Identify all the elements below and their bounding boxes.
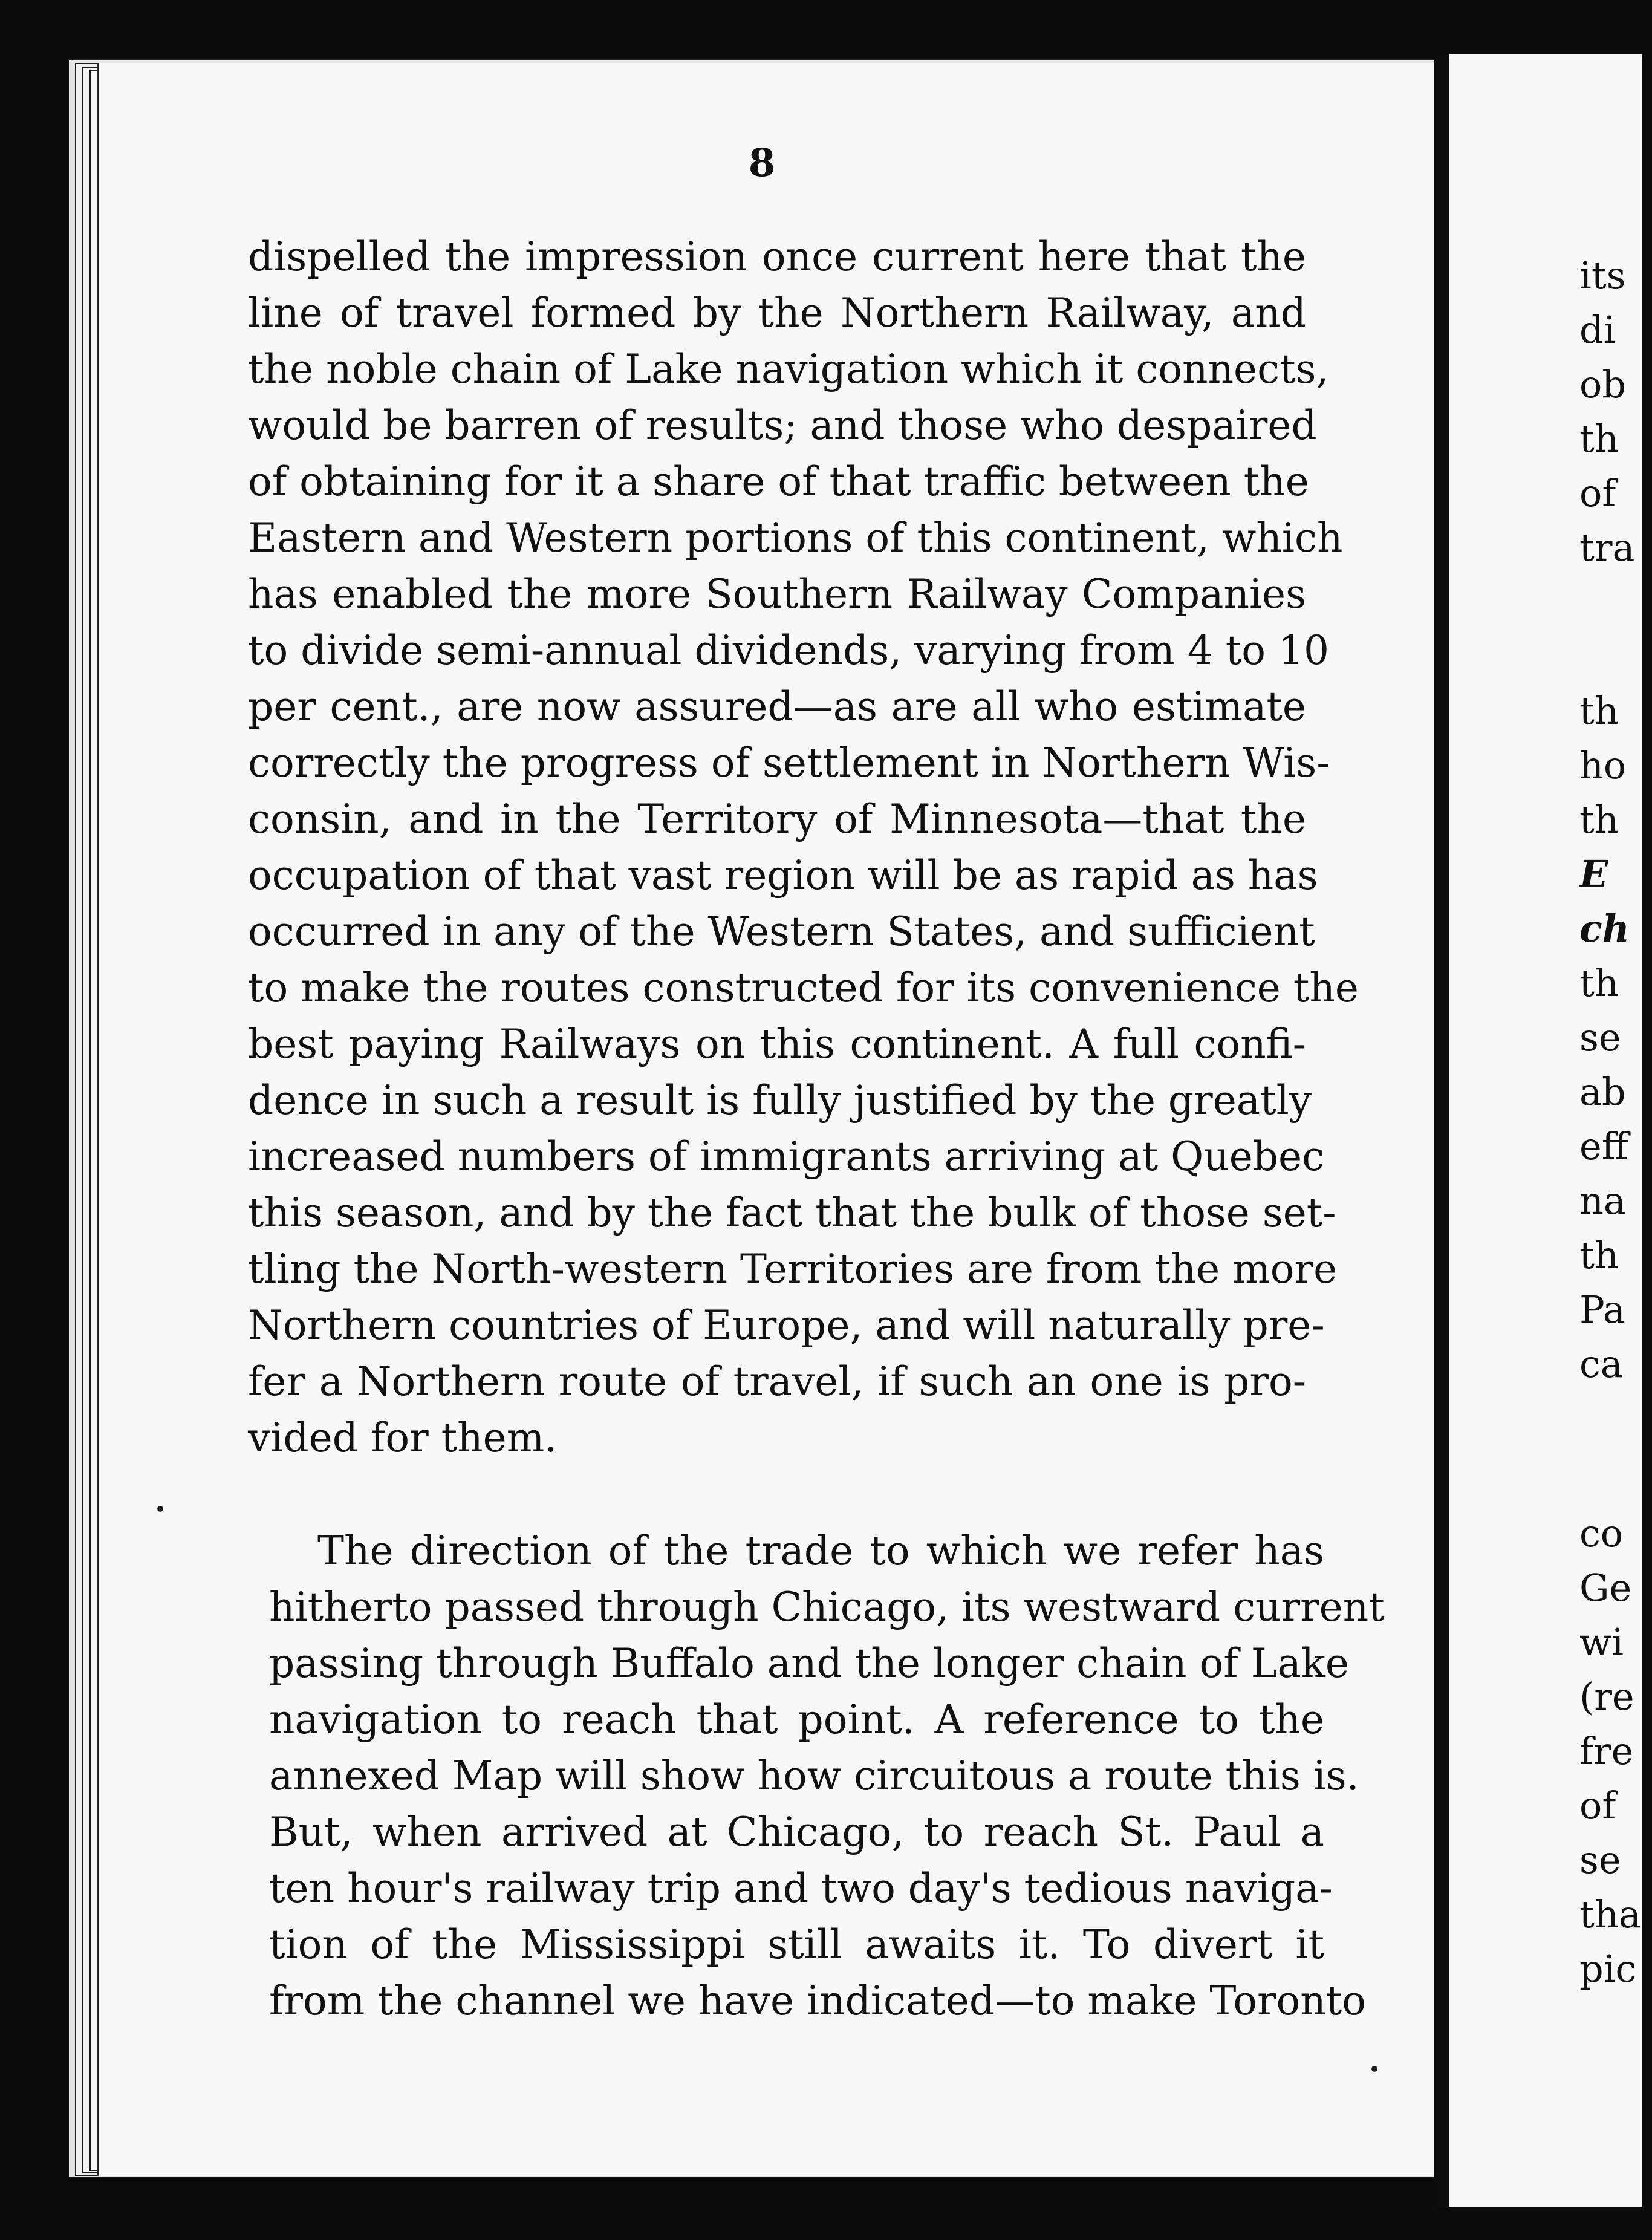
text-line: navigation to reach that point. A reference to the [269,1696,1324,1743]
facing-page-fragment: fre [1579,1729,1634,1773]
text-line: from the channel we have indicated—to make Toronto [269,1978,1367,2024]
facing-page-fragment: Ge [1579,1566,1632,1610]
text-line: has enabled the more Southern Railway Companies [248,571,1306,617]
facing-page-fragment: ca [1579,1342,1623,1386]
print-speck [157,1506,163,1512]
facing-page-fragment: of [1579,471,1616,515]
facing-page-fragment: di [1579,308,1616,352]
text-line: ten hour's railway trip and two day's tedious naviga- [269,1865,1333,1912]
facing-page-fragment: Pa [1579,1288,1625,1332]
facing-page-fragment: ch [1579,907,1630,951]
facing-page-fragment: th [1579,689,1619,733]
text-line: would be barren of results; and those who despaired [248,402,1317,449]
text-line: of obtaining for it a share of that traffic between the [248,458,1309,505]
text-line: dispelled the impression once current here that the [248,233,1306,280]
facing-page-fragment: eff [1579,1124,1628,1168]
text-line: occupation of that vast region will be as rapid as has [248,852,1318,899]
body-paragraph-1 [248,229,1359,1466]
facing-page-fragment: pic [1579,1947,1637,1991]
text-line: Northern countries of Europe, and will naturally pre- [248,1302,1325,1349]
facing-page-fragment: its [1579,253,1626,298]
facing-page-fragment: tha [1579,1892,1641,1936]
text-line: correctly the progress of settlement in Northern Wis- [248,740,1330,786]
text-line: vided for them. [248,1415,558,1461]
facing-page-fragment: na [1579,1179,1626,1223]
facing-page-fragment: se [1579,1838,1621,1882]
body-paragraph-2 [269,1523,1385,2029]
text-line: annexed Map will show how circuitous a route this is. [269,1753,1359,1799]
text-line: this season, and by the fact that the bulk of those set- [248,1190,1336,1236]
facing-page-fragment: ob [1579,362,1627,406]
facing-page-fragment: th [1579,961,1619,1005]
text-line: line of travel formed by the Northern Railway, and [248,290,1306,336]
facing-page-fragment: wi [1579,1620,1624,1664]
text-line: But, when arrived at Chicago, to reach St. Paul a [269,1809,1324,1855]
text-line: The direction of the trade to which we refer has [317,1528,1324,1574]
facing-page-fragment: tra [1579,526,1635,570]
text-line: tion of the Mississippi still awaits it. To divert it [269,1921,1324,1968]
text-line: increased numbers of immigrants arriving at Quebec [248,1133,1325,1180]
facing-page-fragment: of [1579,1783,1616,1828]
text-line: Eastern and Western portions of this continent, which [248,515,1343,561]
text-line: tling the North-western Territories are from the more [248,1246,1338,1292]
text-line: per cent., are now assured—as are all who estimate [248,683,1306,730]
facing-page-fragment: co [1579,1511,1624,1555]
text-line: fer a Northern route of travel, if such an one is pro- [248,1358,1306,1405]
facing-page-fragment: E [1579,852,1608,896]
book-gutter [1434,54,1450,2207]
page-number: 8 [748,140,776,186]
text-line: dence in such a result is fully justified by the greatly [248,1077,1312,1124]
text-line: the noble chain of Lake navigation which it connects, [248,346,1329,392]
facing-page-fragment: se [1579,1015,1621,1060]
facing-page-fragment: th [1579,1233,1619,1277]
facing-page-fragment: ho [1579,743,1627,787]
facing-page-fragment: (re [1579,1675,1634,1719]
facing-page-fragment: th [1579,417,1619,461]
print-speck [1371,2066,1377,2072]
text-line: to divide semi-annual dividends, varying from 4 to 10 [248,627,1329,674]
text-line: passing through Buffalo and the longer chain of Lake [269,1640,1349,1687]
text-line: occurred in any of the Western States, and sufficient [248,908,1315,955]
text-line: best paying Railways on this continent. A full confi- [248,1021,1306,1067]
facing-page-fragment: ab [1579,1070,1626,1114]
text-line: consin, and in the Territory of Minnesota—that the [248,796,1306,842]
text-line: to make the routes constructed for its convenience the [248,965,1359,1011]
facing-page-fragment: th [1579,798,1619,842]
text-line: hitherto passed through Chicago, its westward current [269,1584,1385,1630]
